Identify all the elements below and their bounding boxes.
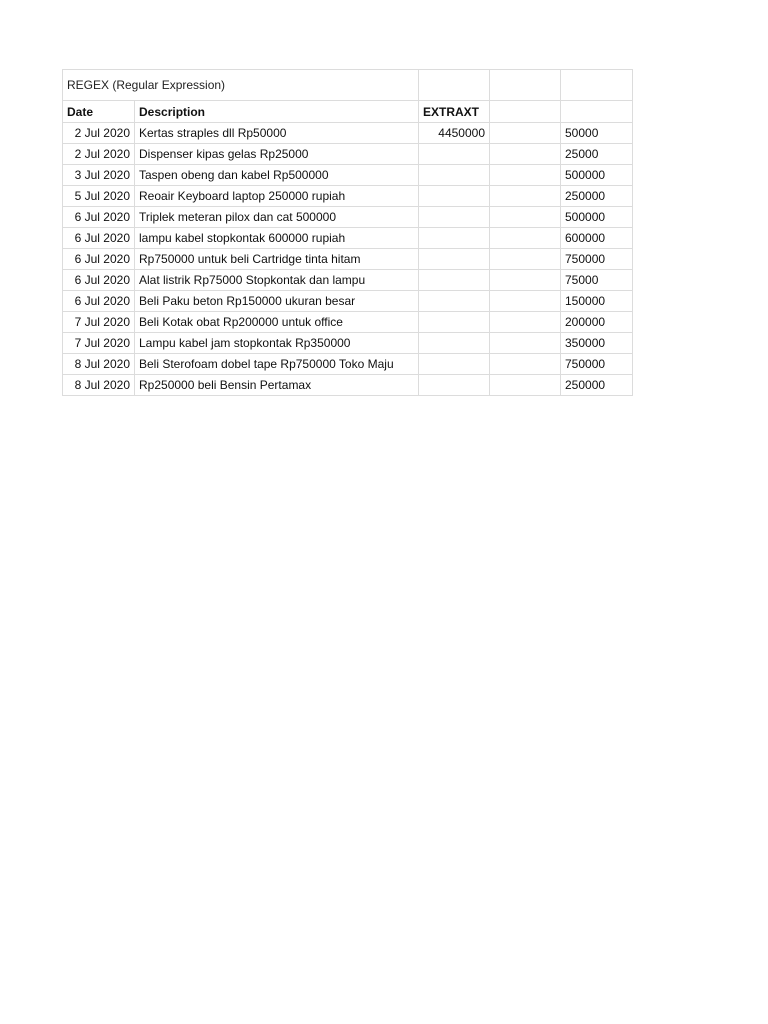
value-cell[interactable]: 750000 [561,354,633,375]
description-cell[interactable]: Reoair Keyboard laptop 250000 rupiah [135,186,419,207]
date-cell[interactable]: 6 Jul 2020 [63,228,135,249]
empty-header-cell[interactable] [561,101,633,123]
empty-cell[interactable] [490,270,561,291]
description-cell[interactable]: Beli Sterofoam dobel tape Rp750000 Toko Maju [135,354,419,375]
extract-cell[interactable] [419,249,490,270]
value-cell[interactable]: 600000 [561,228,633,249]
header-row [63,101,633,123]
value-cell[interactable]: 250000 [561,375,633,396]
table-row [63,207,633,228]
value-cell[interactable]: 150000 [561,291,633,312]
empty-cell[interactable] [419,70,490,101]
empty-cell[interactable] [490,144,561,165]
empty-cell[interactable] [561,70,633,101]
empty-cell[interactable] [490,249,561,270]
spreadsheet-table [62,69,633,396]
description-cell[interactable]: Beli Paku beton Rp150000 ukuran besar [135,291,419,312]
date-cell[interactable]: 7 Jul 2020 [63,333,135,354]
table-row [63,123,633,144]
description-cell[interactable]: Dispenser kipas gelas Rp25000 [135,144,419,165]
description-cell[interactable]: Rp750000 untuk beli Cartridge tinta hitam [135,249,419,270]
extract-cell[interactable] [419,354,490,375]
extract-column-header[interactable]: EXTRAXT [419,101,490,123]
date-cell[interactable]: 8 Jul 2020 [63,375,135,396]
empty-cell[interactable] [490,354,561,375]
empty-cell[interactable] [490,123,561,144]
empty-header-cell[interactable] [490,101,561,123]
table-row [63,186,633,207]
extract-cell[interactable] [419,165,490,186]
title-row [63,70,633,101]
table-row [63,249,633,270]
empty-cell[interactable] [490,207,561,228]
table-row [63,312,633,333]
value-cell[interactable]: 250000 [561,186,633,207]
extract-cell[interactable] [419,270,490,291]
table-row [63,144,633,165]
description-cell[interactable]: Taspen obeng dan kabel Rp500000 [135,165,419,186]
description-cell[interactable]: Alat listrik Rp75000 Stopkontak dan lampu [135,270,419,291]
empty-cell[interactable] [490,333,561,354]
date-cell[interactable]: 8 Jul 2020 [63,354,135,375]
description-cell[interactable]: Rp250000 beli Bensin Pertamax [135,375,419,396]
date-cell[interactable]: 6 Jul 2020 [63,291,135,312]
description-cell[interactable]: Lampu kabel jam stopkontak Rp350000 [135,333,419,354]
table-row [63,270,633,291]
empty-cell[interactable] [490,186,561,207]
date-cell[interactable]: 2 Jul 2020 [63,144,135,165]
date-cell[interactable]: 5 Jul 2020 [63,186,135,207]
description-cell[interactable]: Kertas straples dll Rp50000 [135,123,419,144]
date-column-header[interactable]: Date [63,101,135,123]
value-cell[interactable]: 500000 [561,207,633,228]
extract-cell[interactable] [419,333,490,354]
date-cell[interactable]: 3 Jul 2020 [63,165,135,186]
value-cell[interactable]: 200000 [561,312,633,333]
value-cell[interactable]: 350000 [561,333,633,354]
extract-cell[interactable]: 4450000 [419,123,490,144]
description-cell[interactable]: Beli Kotak obat Rp200000 untuk office [135,312,419,333]
date-cell[interactable]: 6 Jul 2020 [63,207,135,228]
date-cell[interactable]: 2 Jul 2020 [63,123,135,144]
table-row [63,291,633,312]
date-cell[interactable]: 6 Jul 2020 [63,249,135,270]
date-cell[interactable]: 7 Jul 2020 [63,312,135,333]
description-cell[interactable]: lampu kabel stopkontak 600000 rupiah [135,228,419,249]
value-cell[interactable]: 750000 [561,249,633,270]
empty-cell[interactable] [490,70,561,101]
value-cell[interactable]: 75000 [561,270,633,291]
empty-cell[interactable] [490,312,561,333]
value-cell[interactable]: 500000 [561,165,633,186]
table-row [63,375,633,396]
table-row [63,333,633,354]
description-column-header[interactable]: Description [135,101,419,123]
extract-cell[interactable] [419,144,490,165]
sheet-title[interactable]: REGEX (Regular Expression) [63,70,419,101]
value-cell[interactable]: 25000 [561,144,633,165]
date-cell[interactable]: 6 Jul 2020 [63,270,135,291]
value-cell[interactable]: 50000 [561,123,633,144]
empty-cell[interactable] [490,375,561,396]
extract-cell[interactable] [419,375,490,396]
extract-cell[interactable] [419,291,490,312]
description-cell[interactable]: Triplek meteran pilox dan cat 500000 [135,207,419,228]
empty-cell[interactable] [490,291,561,312]
empty-cell[interactable] [490,165,561,186]
table-row [63,165,633,186]
extract-cell[interactable] [419,228,490,249]
empty-cell[interactable] [490,228,561,249]
extract-cell[interactable] [419,207,490,228]
table-row [63,228,633,249]
extract-cell[interactable] [419,186,490,207]
table-row [63,354,633,375]
extract-cell[interactable] [419,312,490,333]
